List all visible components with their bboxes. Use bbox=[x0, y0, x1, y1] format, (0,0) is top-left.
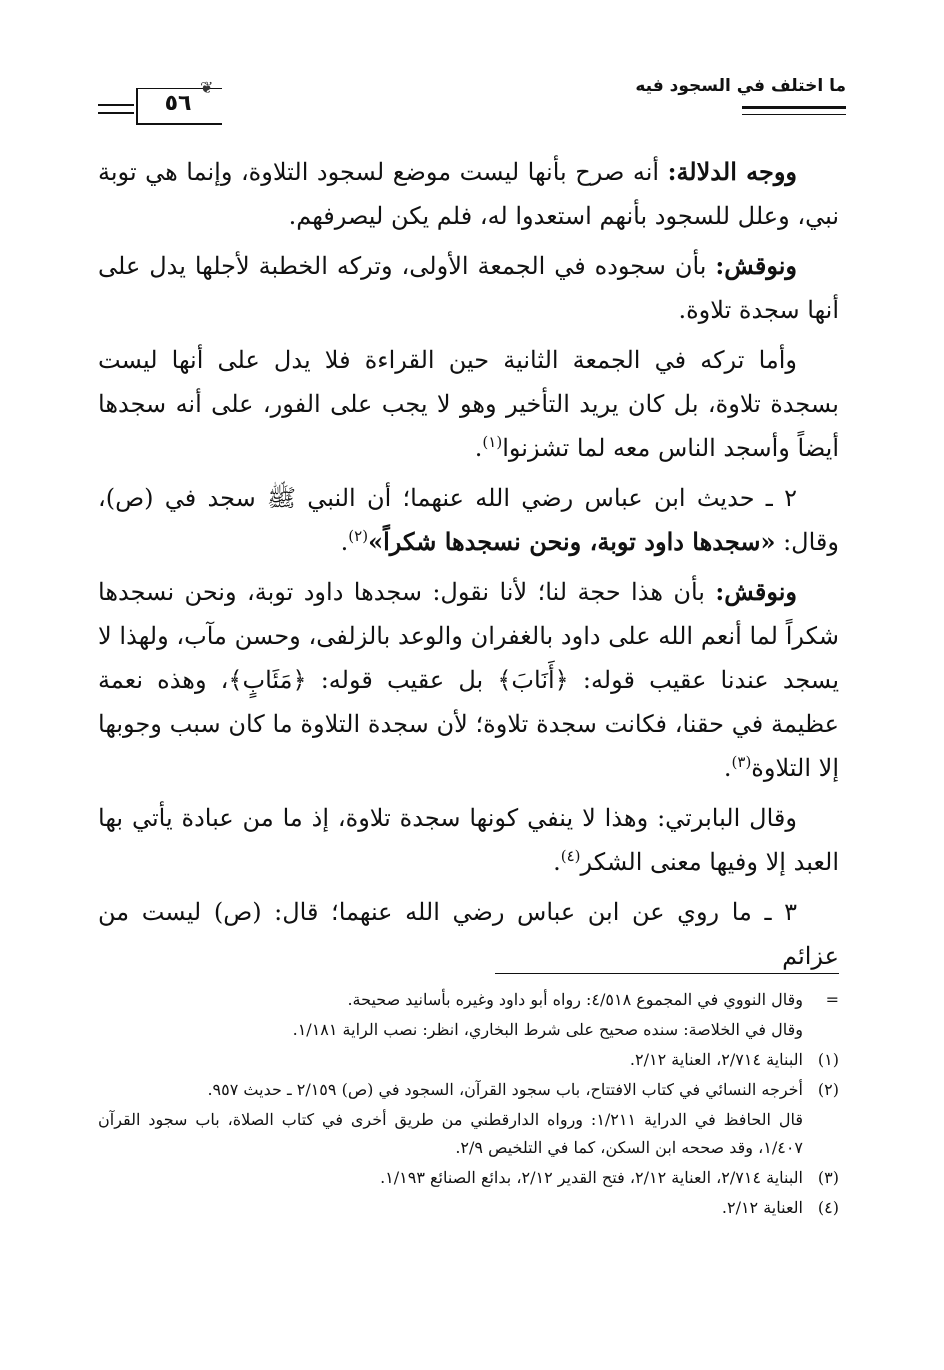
footnote bbox=[98, 1016, 803, 1044]
paragraph-end: . bbox=[723, 754, 732, 782]
paragraph bbox=[98, 150, 839, 238]
footnote-ref: (٣) bbox=[731, 753, 752, 771]
footnote bbox=[98, 1076, 839, 1104]
paragraph-text: وقال البابرتي: وهذا لا ينفي كونها سجدة تلاوة، إذ ما من عبادة يأتي بها العبد إلا وفيها معنى الشكر bbox=[98, 804, 839, 876]
paragraph-end: . bbox=[553, 848, 561, 876]
footnote bbox=[98, 1164, 839, 1192]
footnote-text: البناية ٢/٧١٤، العناية ٢/١٢. bbox=[629, 1050, 803, 1069]
paragraph bbox=[98, 570, 839, 790]
footnote-text: العناية ٢/١٢. bbox=[721, 1198, 803, 1217]
paragraph-lead: ونوقش: bbox=[715, 251, 797, 280]
paragraph bbox=[98, 796, 839, 884]
paragraph-text: بأن سجوده في الجمعة الأولى، وتركه الخطبة لأجلها يدل على أنها سجدة تلاوة. bbox=[98, 252, 839, 324]
footnote-marker: (٣) bbox=[817, 1168, 839, 1187]
paragraph-bold-quote: «سجدها داود توبة، ونحن نسجدها شكراً» bbox=[368, 527, 776, 556]
page-number: ٥٦ bbox=[164, 91, 192, 116]
footnote-ref: (٤) bbox=[560, 847, 581, 865]
footnote-text: أخرجه النسائي في كتاب الافتتاح، باب سجود القرآن، السجود في (ص) ٢/١٥٩ ـ حديث ٩٥٧. bbox=[207, 1080, 803, 1099]
header-dash-rule-top bbox=[98, 104, 134, 106]
paragraph-text: بأن هذا حجة لنا؛ لأنا نقول: سجدها داود توبة، ونحن نسجدها شكراً لما أنعم الله على داود بالغفران والوعد بالزلفى، وحسن مآب، ولهذا لا يسجد عندنا عقيب قوله: ﴿أَنَابَ﴾ بل عقيب قوله: ﴿مَئَابٍ﴾، وهذه نعمة عظيمة في حقنا، فكانت سجدة تلاوة؛ لأن سجدة التلاوة ما كان سبب وجوبها إلا التلاوة bbox=[98, 578, 839, 782]
footnote bbox=[98, 986, 839, 1014]
paragraph-text: وأما تركه في الجمعة الثانية حين القراءة فلا يدل على أنها ليست بسجدة تلاوة، بل كان يريد التأخير وهو لا يجب على الفور، على أنه سجدها أيضاً وأسجد الناس معه لما تشزنوا bbox=[98, 346, 839, 462]
footnote bbox=[98, 1046, 839, 1074]
header-rule-thick bbox=[742, 106, 846, 109]
footnote-text: وقال النووي في المجموع ٤/٥١٨: رواه أبو داود وغيره بأسانيد صحيحة. bbox=[347, 990, 803, 1009]
paragraph-end: . bbox=[474, 434, 483, 462]
footnote-marker: (١) bbox=[817, 1050, 839, 1069]
header-dash-rule-bottom bbox=[98, 112, 134, 114]
paragraph-lead: ونوقش: bbox=[715, 577, 798, 606]
footnote bbox=[98, 1106, 803, 1162]
paragraph-text: أنه صرح بأنها ليست موضع لسجود التلاوة، وإنما هي توبة نبي، وعلل للسجود بأنهم استعدوا له، فلم يكن ليصرفهم. bbox=[98, 158, 839, 230]
paragraph bbox=[98, 890, 839, 978]
running-header-title: ما اختلف في السجود فيه bbox=[635, 76, 846, 96]
footnote-text: البناية ٢/٧١٤، العناية ٢/١٢، فتح القدير ٢/١٢، بدائع الصنائع ١/١٩٣. bbox=[380, 1168, 803, 1187]
paragraph-lead: ووجه الدلالة: bbox=[667, 157, 798, 186]
paragraph-text: ٣ ـ ما روي عن ابن عباس رضي الله عنهما؛ قال: (ص) ليست من عزائم bbox=[98, 898, 839, 970]
footnotes bbox=[98, 986, 839, 1224]
header-rule-thin bbox=[742, 114, 846, 115]
paragraph bbox=[98, 476, 839, 564]
ornament-icon: ❦ bbox=[200, 78, 214, 97]
footnote-marker: (٢) bbox=[817, 1080, 839, 1099]
main-text bbox=[98, 150, 839, 984]
footnote-ref: (٢) bbox=[348, 527, 369, 545]
footnote-ref: (١) bbox=[482, 433, 503, 451]
footnote bbox=[98, 1194, 839, 1222]
paragraph bbox=[98, 338, 839, 470]
footnote-text: وقال في الخلاصة: سنده صحيح على شرط البخاري، انظر: نصب الراية ١/١٨١. bbox=[292, 1020, 803, 1039]
footnote-marker: = bbox=[825, 990, 839, 1009]
footnote-text: قال الحافظ في الدراية ١/٢١١: ورواه الدارقطني من طريق أخرى في كتاب الصلاة، باب سجود القرآن ١/٤٠٧، وقد صححه ابن السكن، كما في التلخيص ٢/٩. bbox=[98, 1110, 804, 1157]
paragraph bbox=[98, 244, 839, 332]
footnote-marker: (٤) bbox=[817, 1198, 839, 1217]
paragraph-end: . bbox=[340, 528, 349, 556]
paragraph-text: ٢ ـ حديث ابن عباس رضي الله عنهما؛ أن النبي ﷺ سجد في (ص)، وقال: bbox=[98, 484, 839, 556]
footnote-separator bbox=[495, 973, 839, 974]
